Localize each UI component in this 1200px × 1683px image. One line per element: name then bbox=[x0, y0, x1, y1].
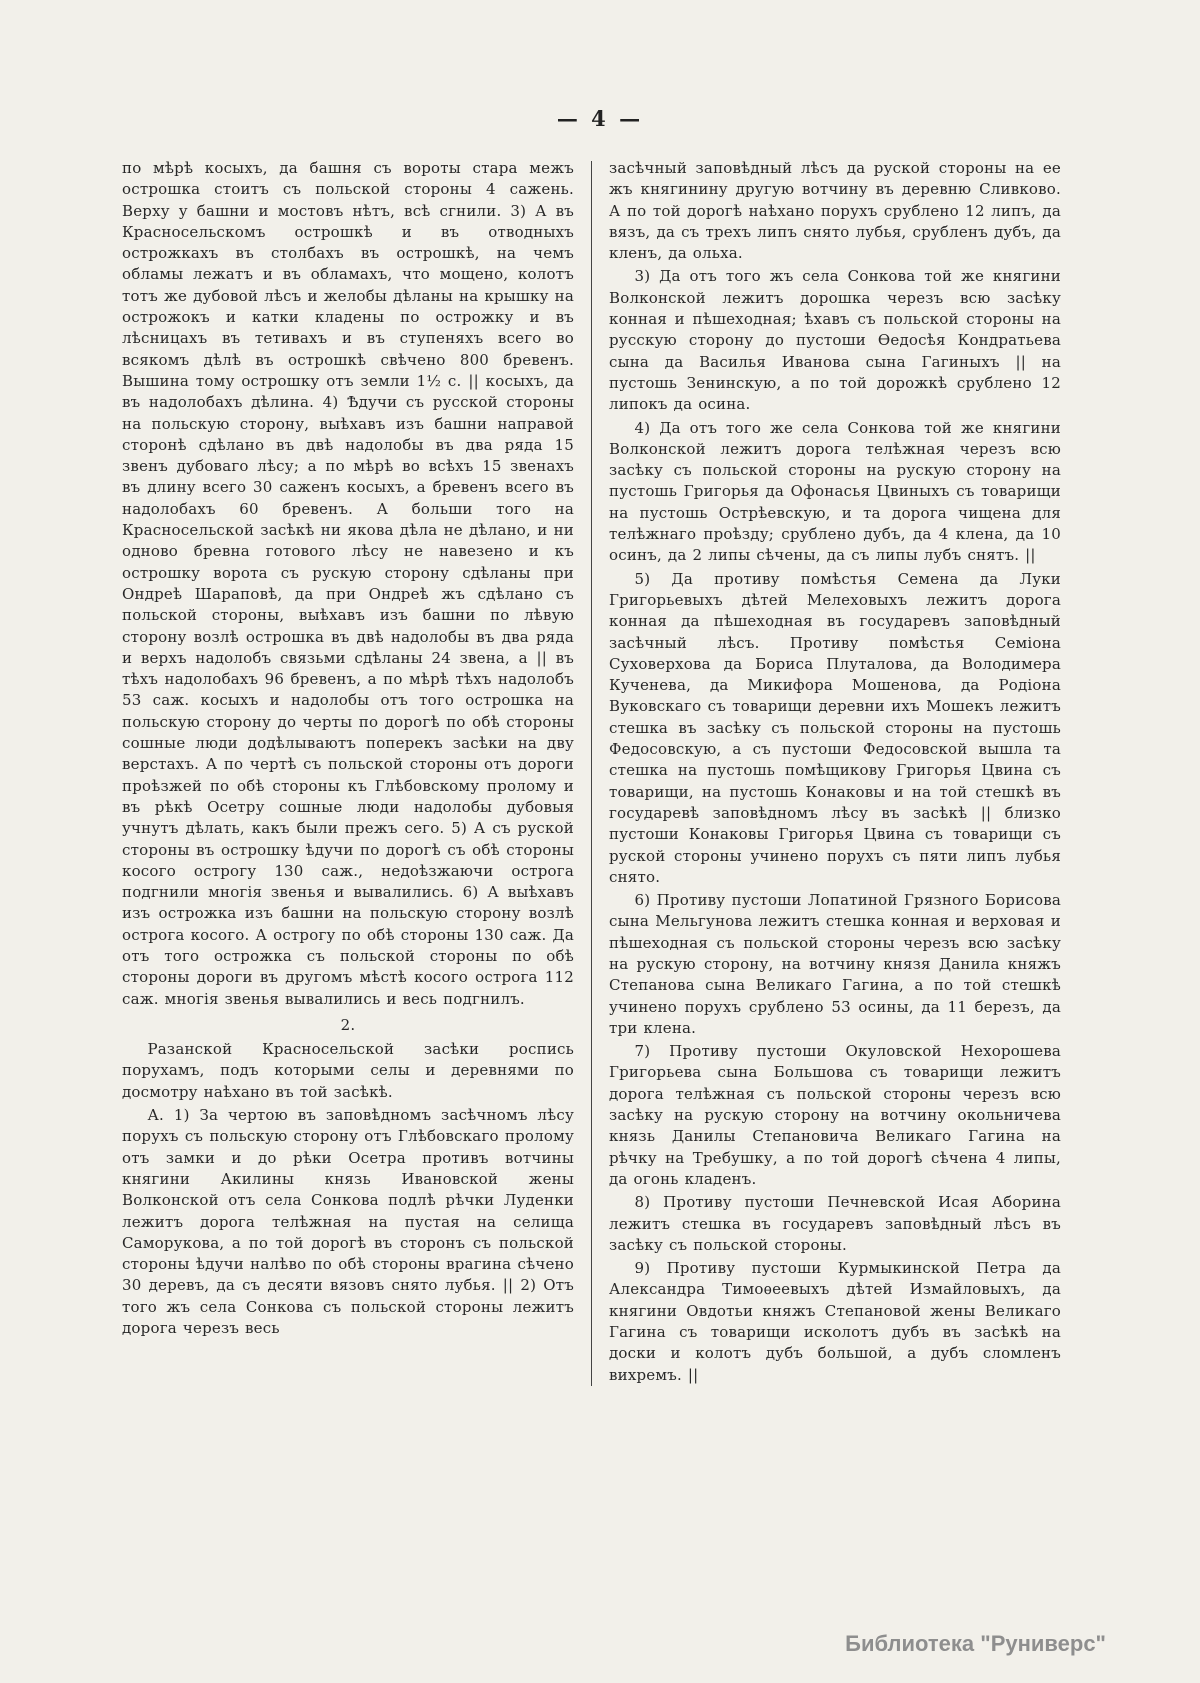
library-watermark: Библиотека "Руниверс" bbox=[845, 1631, 1106, 1656]
column-divider-rule bbox=[591, 161, 592, 1386]
text-columns bbox=[122, 158, 1080, 1386]
paragraph: 6) Противу пустоши Лопатиной Грязного Борисова сына Мельгунова лежитъ стешка конная и верховая и пѣшеходная съ польской стороны черезъ всю засѣку на рускую сторону, на вотчину князя Данила княжъ Степанова сына Великаго Гагина, а по той стешкѣ учинено порухъ срублено 53 осины, да 11 березъ, да три клена. bbox=[609, 891, 1061, 1037]
paragraph: 8) Противу пустоши Печневской Исая Аборина лежитъ стешка въ государевъ заповѣдный лѣсъ въ засѣку съ польской стороны. bbox=[609, 1193, 1061, 1254]
paragraph: 7) Противу пустоши Окуловской Нехорошева Григорьева сына Большова съ товарищи лежитъ дорога телѣжная съ польской стороны черезъ всю засѣку на рускую сторону на вотчину окольничева князь Данилы Степановича Великаго Гагина на рѣчку на Требушку, а по той дорогѣ сѣчена 4 липы, да огонь кладенъ. bbox=[609, 1042, 1061, 1188]
paragraph: 4) Да отъ того же села Сонкова той же княгини Волконской лежитъ дорога телѣжная черезъ всю засѣку съ польской стороны на рускую сторону на пустошь Григорья да Офонасья Цвиныхъ съ товарищи на пустошь Острѣевскую, и та дорога чищена для телѣжнаго проѣзду; срублено дубъ, да 4 клена, да 10 осинъ, да 2 липы сѣчены, да съ липы лубъ снятъ. || bbox=[609, 418, 1061, 565]
paragraph: А. 1) За чертою въ заповѣдномъ засѣчномъ лѣсу порухъ съ польскую сторону отъ Глѣбовскаго пролому отъ замки и до рѣки Осетра противъ вотчины княгини Акилины князь Ивановской жены Волконской отъ села Сонкова подлѣ рѣчки Луденки лежитъ дорога телѣжная на пустая на селища Саморукова, а по той дорогѣ въ сторонъ съ польской стороны ѣдучи налѣво по обѣ стороны врагина сѣчено 30 деревъ, да съ десяти вязовъ снято лубья. || 2) Отъ того жъ села Сонкова съ польской стороны лежитъ дорога черезъ весь bbox=[122, 1106, 574, 1338]
paragraph: 3) Да отъ того жъ села Сонкова той же княгини Волконской лежитъ дорошка черезъ всю засѣку конная и пѣшеходная; ѣхавъ съ польской стороны на русскую сторону до пустоши Ѳедосѣя Кондратьева сына да Василья Иванова сына Гагиныхъ || на пустошь Зенинскую, а по той дорожкѣ срублено 12 липокъ да осина. bbox=[609, 267, 1061, 414]
paragraph: засѣчный заповѣдный лѣсъ да руской стороны на ее жъ княгинину другую вотчину въ деревню Сливково. А по той дорогѣ наѣхано порухъ срублено 12 липъ, да вязъ, да съ трехъ липъ снято лубья, срубленъ дубъ, да кленъ, да ольха. bbox=[609, 159, 1061, 263]
left-column bbox=[122, 158, 574, 1386]
page-number: — 4 — bbox=[556, 106, 644, 131]
paragraph: 9) Противу пустоши Курмыкинской Петра да Александра Тимоѳеевыхъ дѣтей Измайловыхъ, да княгини Овдотьи княжъ Степановой жены Великаго Гагина съ товарищи исколотъ дубъ въ засѣкѣ на доски и колотъ дубъ большой, а дубъ сломленъ вихремъ. || bbox=[609, 1259, 1061, 1384]
paragraph: по мѣрѣ косыхъ, да башня съ вороты стара межъ острошка стоитъ съ польской стороны 4 сажень. Верху у башни и мостовъ нѣтъ, всѣ сгнили. 3) А въ Красносельскомъ острошкѣ и въ отводныхъ острожкахъ въ столбахъ въ острошкѣ, на чемъ обламы лежатъ и въ обламахъ, что мощено, колотъ тотъ же дубовой лѣсъ и желобы дѣланы на крышку на острожокъ и катки кладены по острожку и въ лѣсницахъ въ тетивахъ и въ ступеняхъ всего во всякомъ дѣлѣ въ острошкѣ свѣчено 800 бревенъ. Вышина тому острошку отъ земли 1½ с. || косыхъ, да въ надолобахъ дѣлина. 4) Ѣдучи съ русской стороны на польскую сторону, выѣхавъ изъ башни направой сторонѣ сдѣлано въ двѣ надолобы въ два ряда 15 звенъ дубоваго лѣсу; а по мѣрѣ во всѣхъ 15 звенахъ въ длину всего 30 саженъ косыхъ, а бревенъ всего въ надолобахъ 60 бревенъ. А больши того на Красносельской засѣкѣ ни якова дѣла не дѣлано, и ни одново бревна готового лѣсу не навезено и къ острошку ворота съ рускую сторону сдѣланы при Ондреѣ Шараповѣ, да при Ондреѣ жъ сдѣлано съ польской стороны, выѣхавъ изъ башни по лѣвую сторону возлѣ острошка въ двѣ надолобы въ два ряда и верхъ надолобъ связьми сдѣланы 24 звена, а || въ тѣхъ надолобахъ 96 бревенъ, а по мѣрѣ тѣхъ надолобъ 53 саж. косыхъ и надолобы отъ того острошка на польскую сторону до черты по дорогѣ по обѣ стороны сошные люди додѣлываютъ поперекъ засѣки на дву верстахъ. А по чертѣ съ польской стороны отъ дороги проѣзжей по обѣ стороны къ Глѣбовскому пролому и въ рѣкѣ Осетру сошные люди надолобы дубовыя учнутъ дѣлать, какъ были прежъ сего. 5) А съ руской стороны въ острошку ѣдучи по дорогѣ съ обѣ стороны косого острогу 130 саж., недоѣзжаючи острога подгнили многія звенья и вывалились. 6) А выѣхавъ изъ острожка изъ башни на польскую сторону возлѣ острога косого. А острогу по обѣ стороны 130 саж. Да отъ того острожка съ польской стороны по обѣ стороны дороги въ другомъ мѣстѣ косого острога 112 саж. многія звенья вывалились и весь подгнилъ. bbox=[122, 159, 574, 1008]
paragraph: 5) Да противу помѣстья Семена да Луки Григорьевыхъ дѣтей Мелеховыхъ лежитъ дорога конная да пѣшеходная въ государевъ заповѣдный засѣчный лѣсъ. Противу помѣстья Семіона Суховерхова да Бориса Плуталова, да Володимера Кученева, да Микифора Мошенова, да Родіона Вуковскаго съ товарищи деревни ихъ Мошекъ лежитъ стешка въ засѣку съ польской стороны на пустошь Федосовскую, а съ пустоши Федосовской вышла та стешка на пустошь помѣщикову Григорья Цвина съ товарищи, на пустошь Конаковы и на той стешкѣ въ государевѣ заповѣдномъ лѣсу въ засѣкѣ || близко пустоши Конаковы Григорья Цвина съ товарищи съ руской стороны учинено порухъ съ пяти липъ лубья снято. bbox=[609, 569, 1061, 886]
paragraph: 2. bbox=[340, 1015, 356, 1034]
paragraph: Разанской Красносельской засѣки роспись порухамъ, подъ которыми селы и деревнями по досмотру наѣхано въ той засѣкѣ. bbox=[122, 1040, 574, 1101]
right-column bbox=[609, 158, 1061, 1386]
